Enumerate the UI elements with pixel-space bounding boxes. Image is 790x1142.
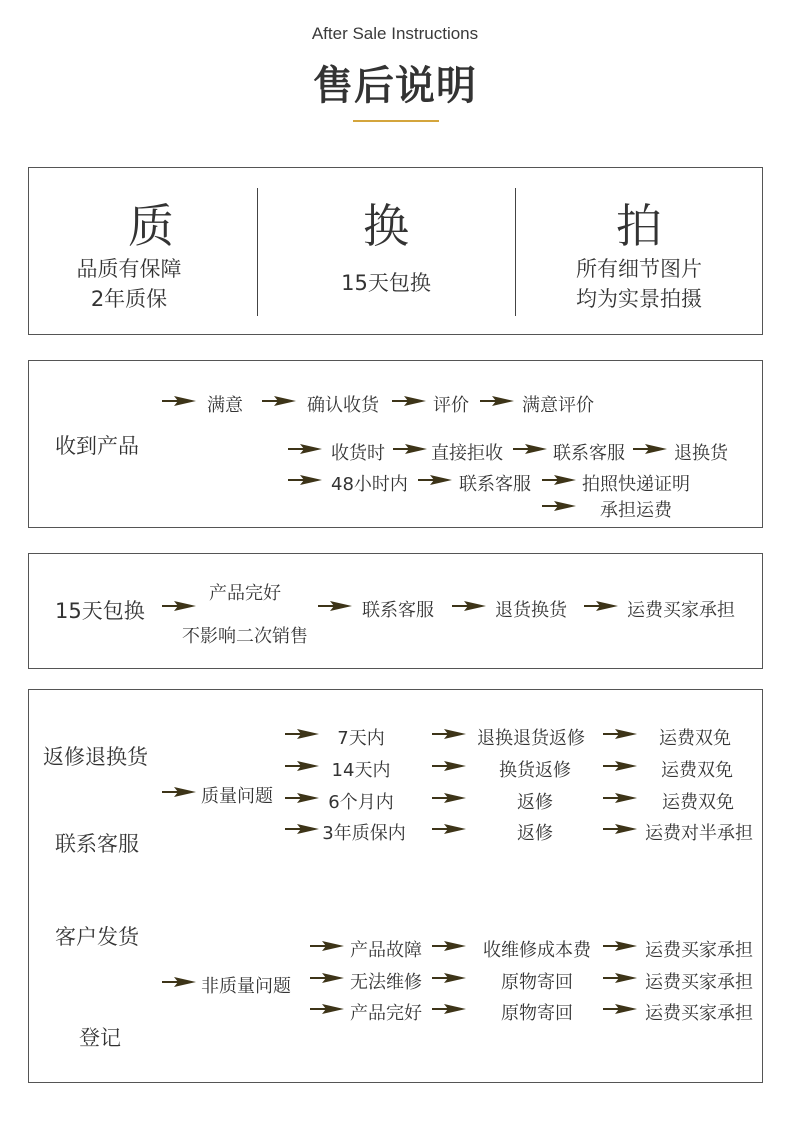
- arrow-icon: [288, 474, 322, 486]
- receive-step: 确认收货: [307, 395, 379, 416]
- quality-shipping: 运费双免: [662, 792, 734, 813]
- quality-action: 换货返修: [499, 760, 571, 781]
- fifteen-step: 联系客服: [362, 600, 434, 621]
- feature-photo-line1: 所有细节图片: [576, 257, 702, 281]
- arrow-icon: [392, 395, 426, 407]
- feature-quality-char: 质: [128, 199, 174, 253]
- nonquality-shipping: 运费买家承担: [645, 940, 753, 961]
- arrow-icon: [603, 728, 637, 740]
- nonquality-issue: 产品故障: [350, 940, 422, 961]
- arrow-icon: [432, 823, 466, 835]
- feature-exchange-char: 换: [363, 199, 409, 253]
- quality-period: 3年质保内: [322, 823, 406, 844]
- receive-step: 联系客服: [553, 443, 625, 464]
- arrow-icon: [262, 395, 296, 407]
- receive-step: 拍照快递证明: [582, 474, 690, 495]
- feature-quality-line1: 品质有保障: [76, 257, 182, 281]
- arrow-icon: [310, 940, 344, 952]
- fifteen-step: 运费买家承担: [627, 600, 735, 621]
- arrow-icon: [603, 972, 637, 984]
- feature-quality-line2: 2年质保: [90, 287, 168, 311]
- arrow-icon: [603, 823, 637, 835]
- arrow-icon: [542, 474, 576, 486]
- repair-label: 联系客服: [55, 832, 139, 856]
- nonquality-shipping: 运费买家承担: [645, 972, 753, 993]
- nonquality-issue: 无法维修: [350, 972, 422, 993]
- arrow-icon: [432, 760, 466, 772]
- quality-period: 7天内: [337, 728, 385, 749]
- quality-shipping: 运费对半承担: [645, 823, 753, 844]
- arrow-icon: [480, 395, 514, 407]
- receive-step: 联系客服: [459, 474, 531, 495]
- arrow-icon: [603, 1003, 637, 1015]
- arrow-icon: [285, 728, 319, 740]
- quality-label: 质量问题: [201, 786, 273, 807]
- arrow-icon: [584, 600, 618, 612]
- nonquality-action: 收维修成本费: [483, 940, 591, 961]
- arrow-icon: [288, 443, 322, 455]
- repair-label: 客户发货: [55, 925, 139, 949]
- arrow-icon: [162, 600, 196, 612]
- arrow-icon: [633, 443, 667, 455]
- arrow-icon: [285, 792, 319, 804]
- arrow-icon: [432, 940, 466, 952]
- arrow-icon: [432, 728, 466, 740]
- receive-step: 退换货: [674, 443, 728, 464]
- quality-action: 返修: [517, 823, 553, 844]
- receive-step: 直接拒收: [431, 443, 503, 464]
- repair-label: 返修退换货: [43, 745, 148, 769]
- arrow-icon: [542, 500, 576, 512]
- arrow-icon: [162, 395, 196, 407]
- fifteen-cond: 产品完好: [209, 583, 281, 604]
- arrow-icon: [603, 940, 637, 952]
- nonquality-issue: 产品完好: [350, 1003, 422, 1024]
- nonquality-action: 原物寄回: [501, 1003, 573, 1024]
- arrow-icon: [285, 823, 319, 835]
- receive-step: 收货时: [331, 443, 385, 464]
- receive-step: 评价: [433, 395, 469, 416]
- nonquality-action: 原物寄回: [501, 972, 573, 993]
- arrow-icon: [432, 792, 466, 804]
- arrow-icon: [432, 972, 466, 984]
- arrow-icon: [432, 1003, 466, 1015]
- quality-period: 14天内: [331, 760, 391, 781]
- arrow-icon: [310, 1003, 344, 1015]
- arrow-icon: [603, 760, 637, 772]
- arrow-icon: [310, 972, 344, 984]
- fifteen-step: 退货换货: [495, 600, 567, 621]
- arrow-icon: [162, 786, 196, 798]
- title-underline: [353, 120, 439, 122]
- quality-action: 返修: [517, 792, 553, 813]
- fifteen-cond: 不影响二次销售: [182, 626, 308, 647]
- arrow-icon: [162, 976, 196, 988]
- quality-action: 退换退货返修: [477, 728, 585, 749]
- fifteen-label: 15天包换: [55, 599, 145, 623]
- feature-photo-char: 拍: [616, 199, 662, 253]
- quality-period: 6个月内: [328, 792, 394, 813]
- feature-photo-line2: 均为实景拍摄: [576, 287, 702, 311]
- receive-step: 承担运费: [600, 500, 672, 521]
- page-title: 售后说明: [313, 63, 477, 109]
- arrow-icon: [418, 474, 452, 486]
- arrow-icon: [603, 792, 637, 804]
- nonquality-label: 非质量问题: [201, 976, 291, 997]
- receive-step: 满意评价: [522, 395, 594, 416]
- receive-step: 满意: [207, 395, 243, 416]
- quality-shipping: 运费双免: [659, 728, 731, 749]
- arrow-icon: [513, 443, 547, 455]
- receive-label: 收到产品: [55, 434, 139, 458]
- quality-shipping: 运费双免: [661, 760, 733, 781]
- nonquality-shipping: 运费买家承担: [645, 1003, 753, 1024]
- feature-exchange-line1: 15天包换: [341, 271, 431, 295]
- arrow-icon: [393, 443, 427, 455]
- page-subtitle: After Sale Instructions: [311, 24, 479, 43]
- arrow-icon: [318, 600, 352, 612]
- arrow-icon: [452, 600, 486, 612]
- arrow-icon: [285, 760, 319, 772]
- repair-label: 登记: [79, 1026, 121, 1050]
- receive-step: 48小时内: [331, 474, 408, 495]
